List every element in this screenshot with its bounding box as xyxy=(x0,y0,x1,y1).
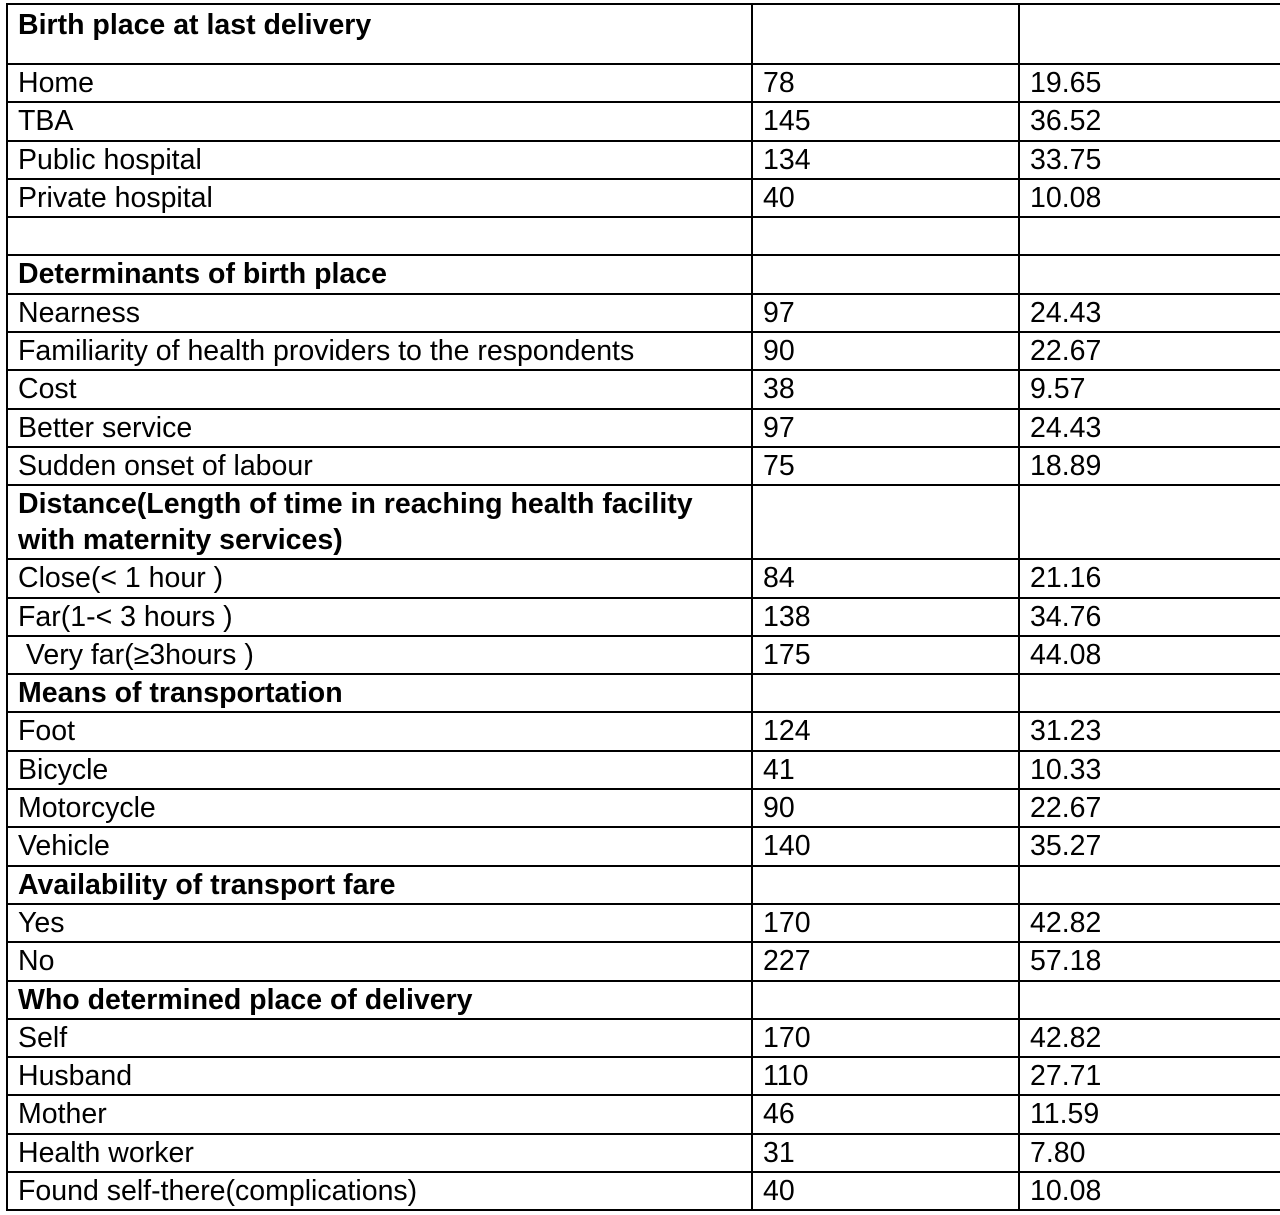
row-count: 170 xyxy=(752,904,1019,942)
row-label: Mother xyxy=(7,1095,752,1133)
row-percent: 34.76 xyxy=(1019,598,1280,636)
row-label: Health worker xyxy=(7,1134,752,1172)
row-count xyxy=(752,4,1019,64)
table-row xyxy=(7,827,1280,865)
row-percent: 24.43 xyxy=(1019,409,1280,447)
row-label: Home xyxy=(7,64,752,102)
table-row xyxy=(7,294,1280,332)
row-count: 40 xyxy=(752,179,1019,217)
row-percent xyxy=(1019,866,1280,904)
row-percent xyxy=(1019,674,1280,712)
table-row xyxy=(7,636,1280,674)
row-percent: 19.65 xyxy=(1019,64,1280,102)
table-row xyxy=(7,751,1280,789)
table-row xyxy=(7,789,1280,827)
row-label: Availability of transport fare xyxy=(7,866,752,904)
table-body xyxy=(7,4,1280,1210)
row-label: Far(1-< 3 hours ) xyxy=(7,598,752,636)
row-label: Public hospital xyxy=(7,141,752,179)
table-row xyxy=(7,447,1280,485)
row-count: 97 xyxy=(752,294,1019,332)
row-count: 41 xyxy=(752,751,1019,789)
row-label: Nearness xyxy=(7,294,752,332)
table-row xyxy=(7,141,1280,179)
table-row xyxy=(7,598,1280,636)
row-percent xyxy=(1019,4,1280,64)
table-row xyxy=(7,1057,1280,1095)
row-count: 227 xyxy=(752,942,1019,980)
row-label: Distance(Length of time in reaching health facility with maternity services) xyxy=(7,485,752,559)
row-count: 170 xyxy=(752,1019,1019,1057)
section-header-row xyxy=(7,866,1280,904)
row-label xyxy=(7,217,752,255)
row-count xyxy=(752,255,1019,293)
row-percent: 22.67 xyxy=(1019,789,1280,827)
row-label: Self xyxy=(7,1019,752,1057)
blank-row xyxy=(7,217,1280,255)
row-percent: 18.89 xyxy=(1019,447,1280,485)
row-label: Determinants of birth place xyxy=(7,255,752,293)
row-label: Cost xyxy=(7,370,752,408)
row-label: Bicycle xyxy=(7,751,752,789)
row-percent xyxy=(1019,255,1280,293)
row-percent: 21.16 xyxy=(1019,559,1280,597)
row-count: 84 xyxy=(752,559,1019,597)
row-count: 46 xyxy=(752,1095,1019,1133)
table-row xyxy=(7,102,1280,140)
row-count: 78 xyxy=(752,64,1019,102)
row-label: Familiarity of health providers to the respondents xyxy=(7,332,752,370)
row-percent: 27.71 xyxy=(1019,1057,1280,1095)
row-percent xyxy=(1019,485,1280,559)
row-label: Close(< 1 hour ) xyxy=(7,559,752,597)
table-row xyxy=(7,4,1280,64)
row-count: 138 xyxy=(752,598,1019,636)
row-count: 38 xyxy=(752,370,1019,408)
row-percent: 7.80 xyxy=(1019,1134,1280,1172)
row-count: 90 xyxy=(752,789,1019,827)
table-row xyxy=(7,712,1280,750)
row-percent: 11.59 xyxy=(1019,1095,1280,1133)
row-count: 31 xyxy=(752,1134,1019,1172)
table-row xyxy=(7,64,1280,102)
table-row xyxy=(7,1095,1280,1133)
row-count xyxy=(752,674,1019,712)
table-row xyxy=(7,904,1280,942)
row-label: Husband xyxy=(7,1057,752,1095)
row-percent xyxy=(1019,981,1280,1019)
row-label: Very far(≥3hours ) xyxy=(7,636,752,674)
table-row xyxy=(7,559,1280,597)
row-label: No xyxy=(7,942,752,980)
row-percent: 31.23 xyxy=(1019,712,1280,750)
row-percent: 10.08 xyxy=(1019,1172,1280,1210)
row-label: Means of transportation xyxy=(7,674,752,712)
row-count: 75 xyxy=(752,447,1019,485)
row-percent: 57.18 xyxy=(1019,942,1280,980)
row-count: 134 xyxy=(752,141,1019,179)
row-label: Found self-there(complications) xyxy=(7,1172,752,1210)
row-percent xyxy=(1019,217,1280,255)
row-percent: 10.08 xyxy=(1019,179,1280,217)
row-count: 175 xyxy=(752,636,1019,674)
row-count xyxy=(752,485,1019,559)
section-header-row xyxy=(7,255,1280,293)
row-count: 140 xyxy=(752,827,1019,865)
row-count: 40 xyxy=(752,1172,1019,1210)
table-row xyxy=(7,1172,1280,1210)
table-row xyxy=(7,370,1280,408)
row-count: 145 xyxy=(752,102,1019,140)
table-row xyxy=(7,1019,1280,1057)
row-label: Yes xyxy=(7,904,752,942)
row-count: 124 xyxy=(752,712,1019,750)
row-label: Foot xyxy=(7,712,752,750)
data-table xyxy=(6,3,1280,1211)
row-label: Birth place at last delivery xyxy=(7,4,752,64)
table-row xyxy=(7,179,1280,217)
row-percent: 35.27 xyxy=(1019,827,1280,865)
table-row xyxy=(7,332,1280,370)
table-row xyxy=(7,1134,1280,1172)
row-percent: 42.82 xyxy=(1019,904,1280,942)
row-count: 97 xyxy=(752,409,1019,447)
row-percent: 44.08 xyxy=(1019,636,1280,674)
row-count xyxy=(752,866,1019,904)
row-percent: 22.67 xyxy=(1019,332,1280,370)
row-label: Vehicle xyxy=(7,827,752,865)
row-percent: 33.75 xyxy=(1019,141,1280,179)
section-header-row xyxy=(7,981,1280,1019)
row-percent: 10.33 xyxy=(1019,751,1280,789)
row-percent: 42.82 xyxy=(1019,1019,1280,1057)
row-percent: 36.52 xyxy=(1019,102,1280,140)
row-percent: 24.43 xyxy=(1019,294,1280,332)
section-header-row xyxy=(7,485,1280,559)
row-label: Better service xyxy=(7,409,752,447)
row-label: Private hospital xyxy=(7,179,752,217)
row-label: Sudden onset of labour xyxy=(7,447,752,485)
table-row xyxy=(7,942,1280,980)
row-count: 90 xyxy=(752,332,1019,370)
table-row xyxy=(7,409,1280,447)
row-count xyxy=(752,217,1019,255)
row-label: Who determined place of delivery xyxy=(7,981,752,1019)
section-header-row xyxy=(7,674,1280,712)
row-count xyxy=(752,981,1019,1019)
row-percent: 9.57 xyxy=(1019,370,1280,408)
row-label: Motorcycle xyxy=(7,789,752,827)
row-count: 110 xyxy=(752,1057,1019,1095)
row-label: TBA xyxy=(7,102,752,140)
